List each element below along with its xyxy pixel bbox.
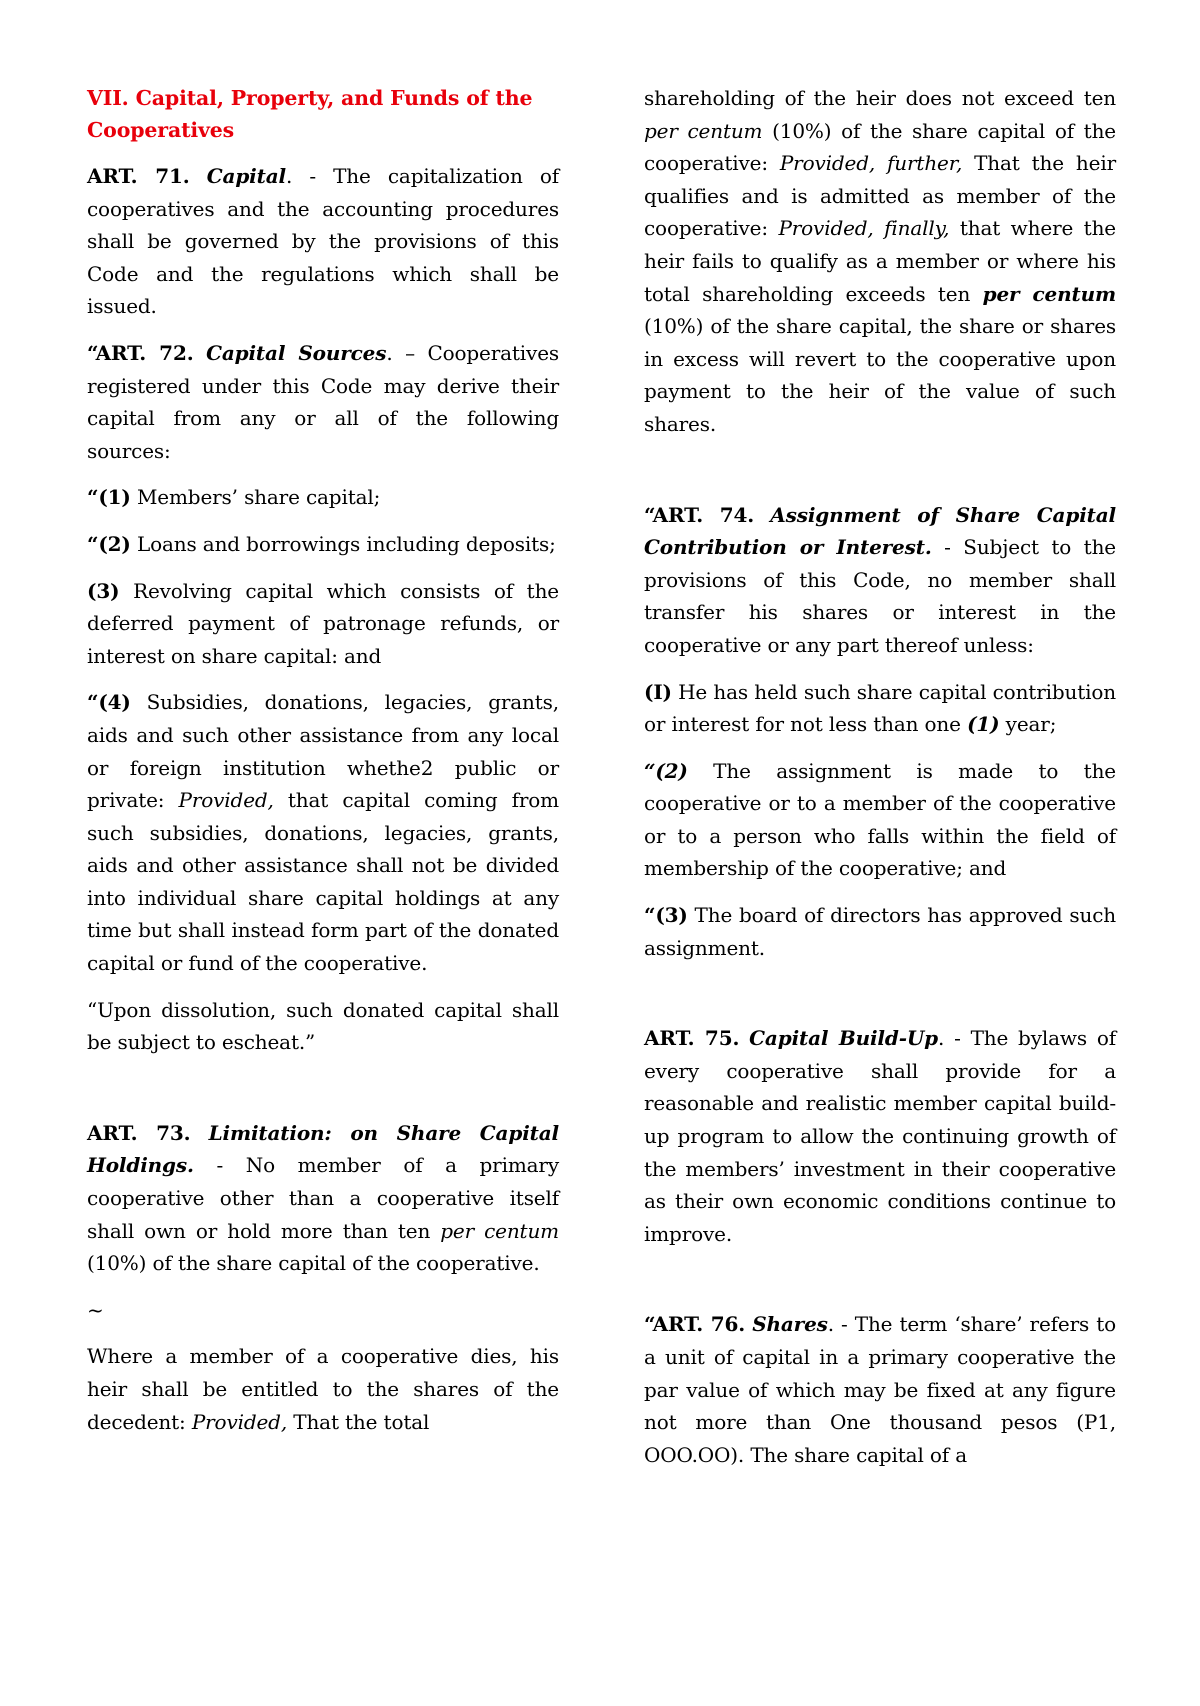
item-text: Loans and borrowings including deposits; <box>130 531 556 556</box>
tilde-mark: ~ <box>87 1297 104 1322</box>
article-body: . - The bylaws of every cooperative shall provide for a reasonable and realistic member capital build-up program to allow the continuing growth of the members’ investment in their cooperative as their own economic conditions continue to improve. <box>644 1026 1116 1246</box>
clause-text: (10%) of the share capital, the share or shares in excess will revert to the cooperative upon payment to the heir of the value of such shares. <box>644 314 1116 436</box>
provided-proviso: Provided, <box>191 1409 288 1434</box>
clause-text: shareholding of the heir does not exceed ten <box>644 86 1116 110</box>
item-number: “(3) <box>644 903 688 928</box>
item-text: Subsidies, donations, legacies, grants, aids and such other assistance from any local or foreign institution whethe2 public or private: <box>87 690 559 813</box>
article-number: “ART. 76. <box>644 1312 746 1337</box>
left-column <box>87 82 559 1452</box>
provided-further: Provided, further, <box>779 151 963 176</box>
article-body: (10%) of the share capital of the cooperative. <box>87 1251 540 1276</box>
article-76 <box>644 1308 1116 1471</box>
article-number: ART. 71. <box>87 164 190 188</box>
item-text: that capital coming from such subsidies, donations, legacies, grants, aids and other assistance shall not be divided into individual share capital holdings at any time but shall instead form part of the donated capital or fund of the cooperative. <box>87 788 559 976</box>
spacer <box>644 1264 1116 1308</box>
spacer <box>87 1073 559 1117</box>
item-number: “(1) <box>87 485 131 510</box>
article-body: . - The term ‘share’ refers to a unit of capital in a primary cooperative the par value of which may be fixed at any figure not more than One thousand pesos (P1, OOO.OO). The share capital of a <box>644 1312 1116 1467</box>
section-heading: VII. Capital, Property, and Funds of the Cooperatives <box>87 86 533 142</box>
spacer <box>644 455 1116 499</box>
article-title: Capital Sources <box>206 340 387 365</box>
clause-text: that where the heir fails to qualify as a member or where his total shareholding exceeds ten <box>644 216 1116 306</box>
item-number: “(4) <box>87 690 131 715</box>
article-body: . - The capitalization of cooperatives and the accounting procedures shall be governed by the provisions of this Code and the regulations which shall be issued. <box>87 164 559 319</box>
item-number: (3) <box>87 578 120 603</box>
article-72 <box>87 337 559 467</box>
article-number: “ART. 72. <box>87 340 194 365</box>
article-number: ART. 73. <box>87 1120 191 1145</box>
per-centum-bold: per centum <box>982 281 1116 306</box>
article-title: Capital <box>206 164 286 188</box>
per-centum: per centum <box>440 1218 559 1243</box>
provided-proviso: Provided, <box>178 788 274 813</box>
item-number: “(2) <box>644 758 688 783</box>
item-text: Revolving capital which consists of the deferred payment of patronage refunds, or interest on share capital: and <box>87 578 559 668</box>
article-title: Shares <box>752 1312 828 1337</box>
article-75 <box>644 1022 1116 1250</box>
clause-text: That the total <box>287 1409 430 1434</box>
source-item-1 <box>87 481 559 514</box>
clause-text: Where a member of a cooperative dies, his heir shall be entitled to the shares of the decedent: <box>87 1344 559 1434</box>
article-number: “ART. 74. <box>644 502 755 527</box>
condition-item-1 <box>644 676 1116 741</box>
item-text: Members’ share capital; <box>130 485 381 510</box>
source-item-3 <box>87 575 559 673</box>
article-body: . – Cooperatives registered under this Code may derive their capital from any or all of the following sources: <box>87 340 560 463</box>
clause-text: That the heir qualifies and is admitted as member of the cooperative: <box>644 151 1116 241</box>
right-column <box>644 82 1116 1485</box>
source-item-4 <box>87 686 559 979</box>
heir-clause-continued <box>644 82 1116 441</box>
article-74 <box>644 499 1116 662</box>
article-71 <box>87 160 559 323</box>
article-73 <box>87 1117 559 1280</box>
spacer <box>644 978 1116 1022</box>
article-body: - No member of a primary cooperative other than a cooperative itself shall own or hold more than ten <box>87 1153 559 1243</box>
condition-item-2 <box>644 755 1116 885</box>
source-item-2 <box>87 528 559 561</box>
item-text: The assignment is made to the cooperative or to a member of the cooperative or to a person who falls within the field of membership of the cooperative; and <box>644 758 1116 881</box>
item-text: The board of directors has approved such assignment. <box>644 903 1116 960</box>
item-number: (I) <box>644 679 672 704</box>
clause-text: (10%) of the share capital of the cooperative: <box>644 118 1116 176</box>
article-number: ART. 75. <box>644 1026 740 1051</box>
article-title: Assignment of Share Capital Contribution or Interest. <box>644 502 1116 560</box>
condition-item-3 <box>644 899 1116 964</box>
item-text: year; <box>999 712 1057 737</box>
article-title: Capital Build-Up <box>749 1026 938 1051</box>
heir-clause <box>87 1340 559 1438</box>
item-number: “(2) <box>87 531 131 556</box>
one-year: (1) <box>967 712 1000 737</box>
item-text: He has held such share capital contribution or interest for not less than one <box>644 679 1116 737</box>
provided-finally: Provided, finally, <box>778 216 950 241</box>
per-centum: per centum <box>644 118 763 143</box>
article-body: - Subject to the provisions of this Code, no member shall transfer his shares or interest in the cooperative or any part thereof unless: <box>644 535 1116 657</box>
article-title: Limitation: on Share Capital Holdings. <box>87 1120 559 1178</box>
dissolution-clause: “Upon dissolution, such donated capital shall be subject to escheat.” <box>87 997 559 1055</box>
